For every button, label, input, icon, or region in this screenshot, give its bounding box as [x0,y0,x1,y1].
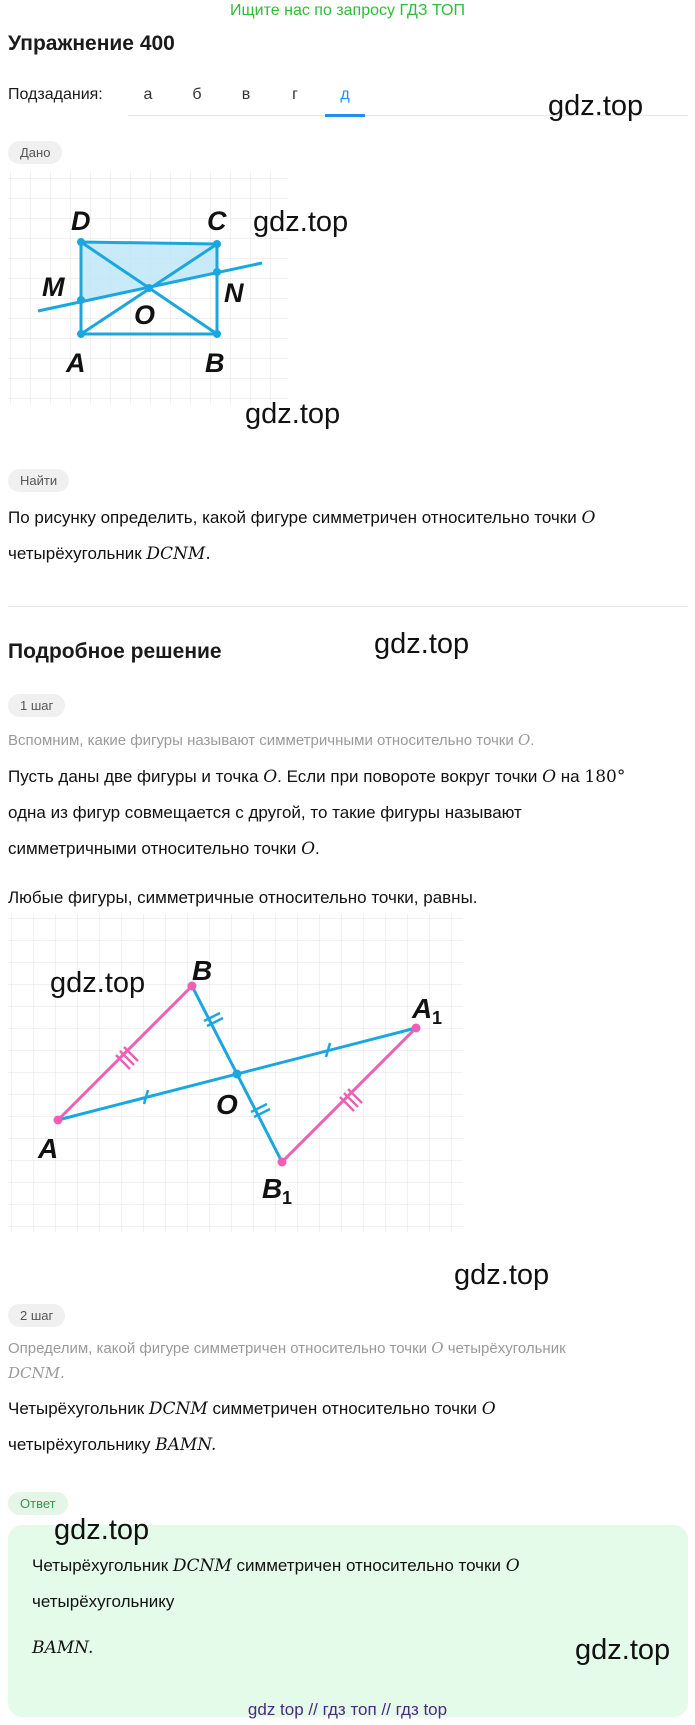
point-d [77,238,85,246]
point-a [77,330,85,338]
tab-b[interactable]: б [192,86,202,103]
answer-point: O [505,1556,520,1576]
label-o: O [134,300,156,330]
footer-links[interactable]: gdz top // гдз топ // гдз top [247,1700,448,1719]
answer-a: Четырёхугольник [32,1556,169,1575]
point-o [145,284,153,292]
label-d: D [71,206,91,236]
step2-hint-b: четырёхугольник [447,1340,566,1357]
step1-p1-d: одна из фигур совмещается с другой, то такие фигуры называют [8,803,522,822]
symmetry-figure [8,914,468,1234]
answer-quad: DCNM [172,1556,232,1576]
label-b1-sub: 1 [282,1188,293,1208]
label-b: B [192,955,213,986]
step2-hint-quad: DCNM. [8,1364,65,1382]
step1-p1-point3: O [301,839,316,859]
tab-v[interactable]: в [241,86,251,103]
step2-p1-point: O [481,1399,496,1419]
step1-p1-angle: 180° [584,767,626,787]
active-tab-indicator [325,114,365,117]
label-c: C [207,206,227,236]
step2-pill: 2 шаг [8,1304,65,1327]
step2-hint-point: O [431,1339,444,1357]
page-title: Упражнение 400 [8,32,175,55]
step1-p2: Любые фигуры, симметричные относительно точки, равны. [8,888,478,907]
step1-p1-b: . Если при повороте вокруг точки [277,767,538,786]
point-a1 [412,1024,421,1033]
solution-title: Подробное решение [8,640,222,663]
point-o [233,1070,242,1079]
watermark: gdz.top [253,206,349,238]
step2-hint [8,1336,688,1386]
find-point: O [581,508,596,528]
watermark: gdz.top [50,967,146,999]
point-m [77,296,85,304]
promo-banner[interactable]: Ищите нас по запросу ГДЗ ТОП [230,2,465,19]
step1-paragraph [8,759,692,867]
point-c [213,240,221,248]
step2-p1-quad2: BAMN. [155,1435,217,1455]
step1-hint-text: Вспомним, какие фигуры называют симметричными относительно точки [8,732,514,749]
step1-p1-e: симметричными относительно точки [8,839,297,858]
watermark: gdz.top [548,90,644,122]
step2-p1-a: Четырёхугольник [8,1399,145,1418]
tab-g[interactable]: г [292,86,298,103]
tab-a[interactable]: а [143,86,153,103]
tab-d[interactable]: д [340,86,350,103]
label-a1: A [412,993,433,1024]
label-a: A [38,1133,59,1164]
step1-p1-c: на [560,767,580,786]
watermark: gdz.top [454,1259,550,1291]
label-o: O [216,1089,238,1120]
step2-p1-quad: DCNM [148,1399,208,1419]
point-b [213,330,221,338]
find-text-2: четырёхугольник [8,544,142,563]
divider [8,606,688,607]
label-b1: B [262,1173,283,1204]
given-pill: Дано [8,141,62,164]
watermark: gdz.top [575,1634,671,1666]
step1-p1-dot: . [315,839,320,858]
step2-p1-c: четырёхугольнику [8,1435,151,1454]
step1-hint [8,728,688,753]
step1-p1-point: O [263,767,278,787]
label-n: N [224,278,244,308]
point-b1 [278,1158,287,1167]
subtasks-label: Подзадания: [8,86,103,103]
answer-pill: Ответ [8,1492,68,1515]
watermark: gdz.top [245,398,341,430]
step1-hint-dot: . [530,732,535,749]
watermark: gdz.top [54,1514,150,1546]
label-a1-sub: 1 [432,1008,443,1028]
find-pill: Найти [8,469,69,492]
side-dc [81,242,217,244]
find-dot: . [205,544,211,564]
find-text-1: По рисунку определить, какой фигуре симметричен относительно точки [8,508,577,527]
answer-quad2: BAMN. [32,1638,94,1658]
watermark: gdz.top [374,628,470,660]
label-a: A [66,348,86,378]
find-text [8,500,688,572]
answer-b: симметричен относительно точки [236,1556,501,1575]
label-b: B [205,348,225,378]
step2-hint-text: Определим, какой фигуре симметричен относительно точки [8,1340,428,1357]
step1-hint-point: O [517,731,531,749]
step2-p1-b: симметричен относительно точки [212,1399,477,1418]
find-quad: DCNM [146,544,206,564]
label-m: M [42,272,65,302]
step1-p1-a: Пусть даны две фигуры и точка [8,767,259,786]
point-n [213,268,221,276]
step1-pill: 1 шаг [8,694,65,717]
point-a [54,1116,63,1125]
answer-c: четырёхугольнику [32,1592,175,1611]
step2-paragraph [8,1391,688,1463]
step1-p1-point2: O [542,767,557,787]
